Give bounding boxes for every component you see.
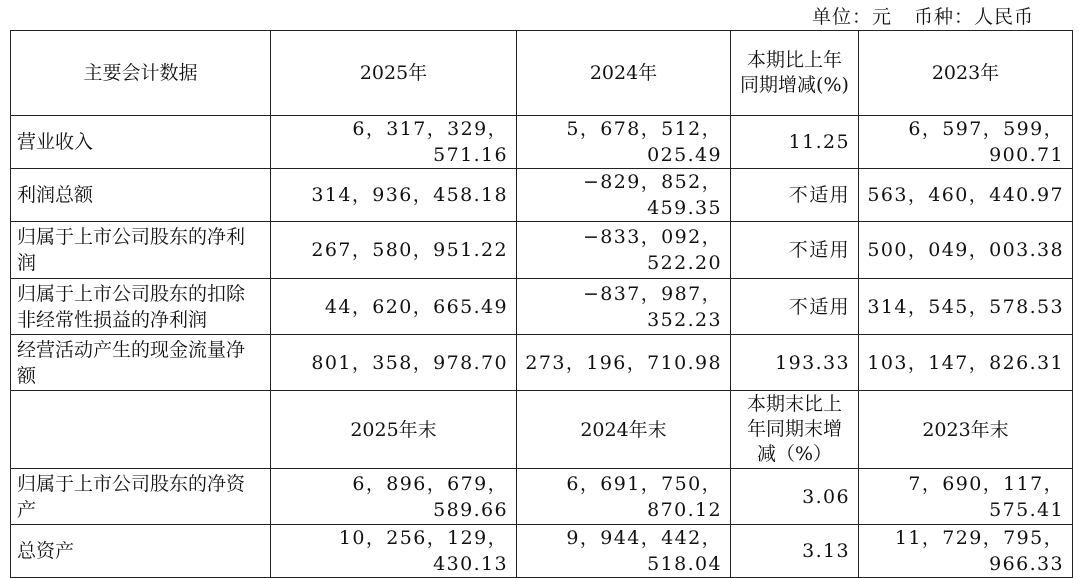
unit-currency-line	[0, 0, 1080, 30]
value-2023-end: 11，729，795，966.33	[859, 525, 1073, 578]
value-change: 不适用	[731, 169, 859, 222]
value-change: 不适用	[731, 222, 859, 279]
value-2025: 801，358，978.70	[271, 335, 517, 391]
value-2023: 500，049，003.38	[859, 222, 1073, 279]
header-item: 主要会计数据	[11, 31, 271, 116]
value-2025: 44，620，665.49	[271, 279, 517, 335]
row-label: 利润总额	[11, 169, 271, 222]
value-2023: 103，147，826.31	[859, 335, 1073, 391]
subheader-item	[11, 391, 271, 469]
value-change: 11.25	[731, 116, 859, 169]
table-row	[11, 525, 1073, 578]
currency-value: 人民币	[973, 5, 1034, 28]
value-2024: −829，852，459.35	[517, 169, 731, 222]
header-change: 本期比上年同期增减(%)	[731, 31, 859, 116]
header-2025: 2025年	[271, 31, 517, 116]
subheader-2025-end: 2025年末	[271, 391, 517, 469]
value-2025: 6，317，329，571.16	[271, 116, 517, 169]
value-2025-end: 10，256，129，430.13	[271, 525, 517, 578]
header-2023: 2023年	[859, 31, 1073, 116]
value-2024: −837，987，352.23	[517, 279, 731, 335]
row-label: 经营活动产生的现金流量净额	[11, 335, 271, 391]
row-label: 总资产	[11, 525, 271, 578]
value-change: 193.33	[731, 335, 859, 391]
row-label: 归属于上市公司股东的扣除非经常性损益的净利润	[11, 279, 271, 335]
table-subheader-row	[11, 391, 1073, 469]
value-2024: 273，196，710.98	[517, 335, 731, 391]
value-2023: 563，460，440.97	[859, 169, 1073, 222]
value-2025: 267，580，951.22	[271, 222, 517, 279]
value-change: 不适用	[731, 279, 859, 335]
subheader-2024-end: 2024年末	[517, 391, 731, 469]
value-2023: 6，597，599，900.71	[859, 116, 1073, 169]
table-row	[11, 222, 1073, 279]
table-row	[11, 169, 1073, 222]
subheader-change: 本期末比上年同期末增减（%）	[731, 391, 859, 469]
key-accounting-data-table	[10, 30, 1073, 578]
row-label: 归属于上市公司股东的净利润	[11, 222, 271, 279]
currency-label: 币种：	[913, 5, 974, 28]
row-label: 归属于上市公司股东的净资产	[11, 469, 271, 525]
value-2023: 314，545，578.53	[859, 279, 1073, 335]
table-header-row	[11, 31, 1073, 116]
table-row	[11, 469, 1073, 525]
subheader-2023-end: 2023年末	[859, 391, 1073, 469]
value-2024: −833，092，522.20	[517, 222, 731, 279]
unit-value: 元	[871, 5, 892, 28]
header-2024: 2024年	[517, 31, 731, 116]
table-row	[11, 116, 1073, 169]
value-2024-end: 9，944，442，518.04	[517, 525, 731, 578]
value-2023-end: 7，690，117，575.41	[859, 469, 1073, 525]
value-2025-end: 6，896，679，589.66	[271, 469, 517, 525]
unit-label: 单位：	[811, 5, 872, 28]
value-2024: 5，678，512，025.49	[517, 116, 731, 169]
table-row	[11, 335, 1073, 391]
row-label: 营业收入	[11, 116, 271, 169]
value-2024-end: 6，691，750，870.12	[517, 469, 731, 525]
value-change: 3.13	[731, 525, 859, 578]
value-2025: 314，936，458.18	[271, 169, 517, 222]
table-row	[11, 279, 1073, 335]
value-change: 3.06	[731, 469, 859, 525]
